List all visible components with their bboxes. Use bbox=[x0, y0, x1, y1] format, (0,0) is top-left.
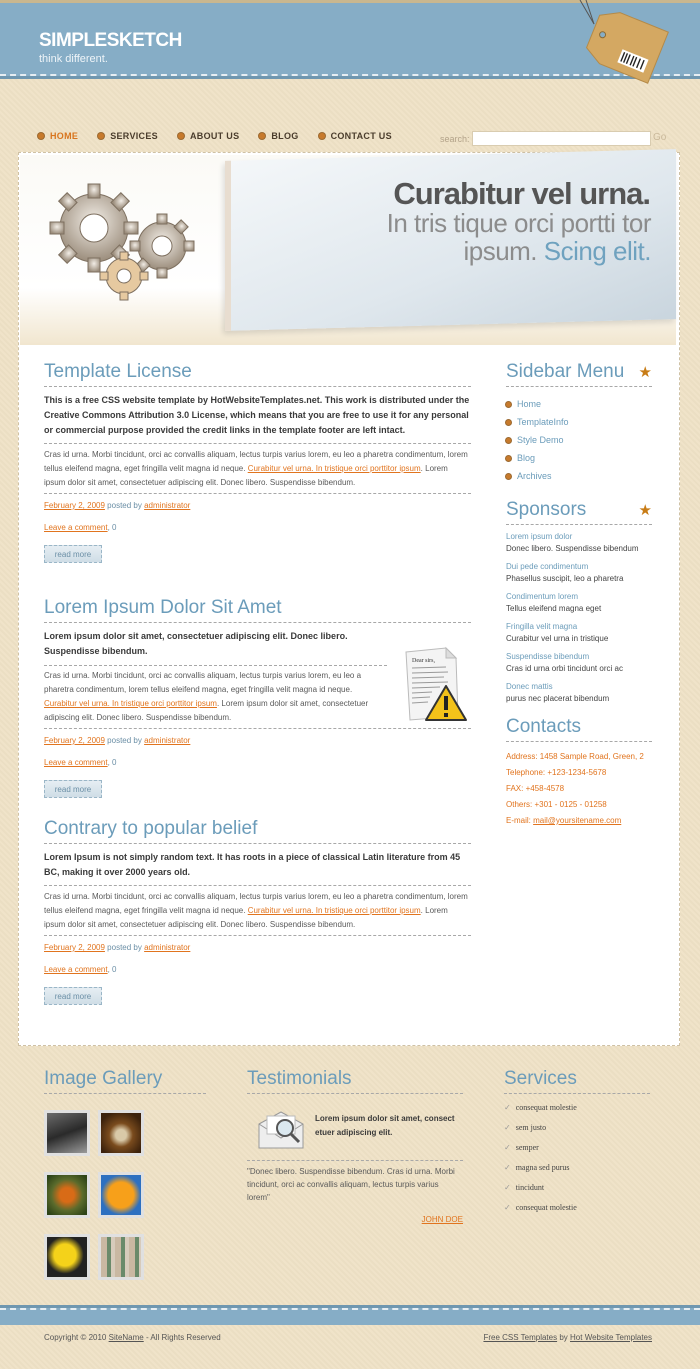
contact-fax: FAX: +458-4578 bbox=[506, 784, 565, 793]
site-name-link[interactable]: SiteName bbox=[108, 1333, 144, 1342]
post-date-link[interactable]: February 2, 2009 bbox=[44, 943, 105, 952]
nav-item-services[interactable] bbox=[98, 131, 158, 141]
sponsor-text: Donec libero. Suspendisse bibendum bbox=[506, 544, 639, 553]
author-link[interactable]: administrator bbox=[144, 943, 191, 952]
post-title[interactable]: Lorem Ipsum Dolor Sit Amet bbox=[44, 597, 471, 623]
post-lead: This is a free CSS website template by HotWebsiteTemplates.net. This work is distributed under the Creative Commons Attribution 3.0 License, which means that you are free to use it for any personal or commercial purpose provided the credit links in the template footer are left intact. bbox=[44, 393, 471, 444]
bullet-icon bbox=[506, 402, 511, 407]
post-body bbox=[44, 669, 384, 725]
author-link[interactable]: administrator bbox=[144, 501, 191, 510]
post-date-link[interactable]: February 2, 2009 bbox=[44, 501, 105, 510]
comment-count: , 0 bbox=[107, 758, 117, 767]
posted-by-text: posted by bbox=[107, 501, 142, 510]
services bbox=[504, 1068, 650, 1223]
sponsor-text: purus nec placerat bibendum bbox=[506, 694, 610, 703]
sidebar-menu bbox=[506, 395, 652, 485]
sponsor-text: Curabitur vel urna in tristique bbox=[506, 634, 609, 643]
gallery-grid bbox=[44, 1110, 206, 1280]
sponsor-item bbox=[506, 652, 652, 682]
sponsors-heading: Sponsors bbox=[506, 499, 587, 520]
testimonial-author[interactable]: JOHN DOE bbox=[421, 1215, 463, 1224]
copyright bbox=[44, 1333, 221, 1342]
contacts-block bbox=[506, 752, 652, 832]
post-body bbox=[44, 890, 471, 936]
sponsor-item bbox=[506, 592, 652, 622]
gallery-thumb-yellow-flower[interactable] bbox=[44, 1234, 90, 1280]
contact-telephone: Telephone: +123-1234-5678 bbox=[506, 768, 607, 777]
read-more-button[interactable]: read more bbox=[44, 780, 102, 798]
nav-item-about-us[interactable] bbox=[178, 131, 239, 141]
post-comments bbox=[44, 523, 471, 532]
post-text: . Lorem ipsum dolor sit amet, consectetuer adipiscing elit. Donec libero. Suspendisse bibendum. bbox=[44, 464, 448, 487]
sidebar-item-label: Archives bbox=[517, 471, 552, 481]
document-text: Dear sirs, bbox=[412, 658, 435, 664]
sidebar-item-label: Style Demo bbox=[517, 435, 564, 445]
copyright-text: - All Rights Reserved bbox=[145, 1333, 221, 1342]
post-text: . Lorem ipsum dolor sit amet, consectetuer adipiscing elit. Donec libero. Suspendisse bibendum. bbox=[44, 699, 369, 722]
nav-label: SERVICES bbox=[110, 131, 158, 141]
leave-comment-link[interactable]: Leave a comment bbox=[44, 758, 108, 767]
post-comments bbox=[44, 965, 471, 974]
bullet-icon bbox=[506, 420, 511, 425]
sponsor-link[interactable]: Donec mattis bbox=[506, 682, 553, 691]
service-item[interactable] bbox=[504, 1123, 650, 1143]
service-label: sem justo bbox=[515, 1123, 547, 1132]
gallery-thumb-butterfly[interactable] bbox=[44, 1172, 90, 1218]
sponsor-text: Tellus eleifend magna eget bbox=[506, 604, 602, 613]
post-inline-link[interactable]: Curabitur vel urna. In tristique orci porttitor ipsum bbox=[247, 906, 421, 915]
sponsor-link[interactable]: Suspendisse bibendum bbox=[506, 652, 590, 661]
document-warning-icon bbox=[402, 646, 468, 722]
leave-comment-link[interactable]: Leave a comment bbox=[44, 523, 108, 532]
post-text: Cras id urna. Morbi tincidunt, orci ac convallis aliquam, lectus turpis varius lorem, eu leo a pharetra condimentum, lorem tellus eleifend magna, eget fringilla velit magna id neque. bbox=[44, 892, 468, 915]
contacts-title: Contacts bbox=[506, 716, 652, 742]
sponsor-item bbox=[506, 622, 652, 652]
sponsor-text: Cras id urna orbi tincidunt orci ac bbox=[506, 664, 623, 673]
sidebar-menu-heading: Sidebar Menu bbox=[506, 361, 625, 382]
sidebar-item-style-demo[interactable] bbox=[506, 431, 652, 449]
service-item[interactable] bbox=[504, 1203, 650, 1223]
service-item[interactable] bbox=[504, 1163, 650, 1183]
post-lead: Lorem ipsum dolor sit amet, consectetuer adipiscing elit. Donec libero. Suspendisse bibendum. bbox=[44, 631, 348, 656]
testimonial-author-row bbox=[247, 1213, 463, 1225]
post-meta bbox=[44, 501, 471, 510]
sidebar-item-home[interactable] bbox=[506, 395, 652, 413]
service-item[interactable] bbox=[504, 1183, 650, 1203]
post-meta bbox=[44, 943, 471, 952]
credits bbox=[483, 1333, 652, 1342]
free-css-templates-link[interactable]: Free CSS Templates bbox=[483, 1333, 558, 1342]
credits-by: by bbox=[559, 1333, 568, 1342]
mail-search-icon bbox=[255, 1106, 307, 1152]
banner-headline: Curabitur vel urna. bbox=[393, 176, 650, 211]
search-label: search: bbox=[440, 134, 470, 144]
service-label: consequat molestie bbox=[515, 1203, 577, 1212]
post-text: . Lorem ipsum dolor sit amet, consectetuer adipiscing elit. Donec libero. Suspendisse bibendum. bbox=[44, 906, 448, 929]
check-icon: ✓ bbox=[504, 1143, 511, 1152]
check-icon: ✓ bbox=[504, 1203, 511, 1212]
comment-count: , 0 bbox=[107, 965, 117, 974]
gallery-thumb-drop[interactable] bbox=[98, 1110, 144, 1156]
testimonial-lead: Lorem ipsum dolor sit amet, consect etuer adipiscing elit. bbox=[315, 1114, 455, 1137]
post-text: Cras id urna. Morbi tincidunt, orci ac convallis aliquam, lectus turpis varius lorem, eu leo a pharetra condimentum, lorem tellus eleifend magna, eget fringilla velit magna id neque. bbox=[44, 671, 362, 694]
sidebar bbox=[506, 361, 652, 832]
nav-label: ABOUT US bbox=[189, 131, 240, 141]
post-comments bbox=[44, 758, 471, 767]
service-label: magna sed purus bbox=[515, 1163, 570, 1172]
testimonials bbox=[247, 1068, 463, 1225]
hot-website-templates-link[interactable]: Hot Website Templates bbox=[570, 1333, 652, 1342]
nav-label: CONTACT US bbox=[330, 131, 392, 141]
gallery-thumb-spools[interactable] bbox=[98, 1234, 144, 1280]
comment-count: , 0 bbox=[107, 523, 117, 532]
posted-by-text: posted by bbox=[107, 943, 142, 952]
nav-label: HOME bbox=[50, 131, 79, 141]
post bbox=[44, 361, 471, 563]
bullet-icon bbox=[319, 133, 325, 139]
post bbox=[44, 818, 471, 1005]
leave-comment-link[interactable]: Leave a comment bbox=[44, 965, 108, 974]
divider bbox=[247, 1160, 463, 1161]
bullet-icon bbox=[38, 133, 44, 139]
sponsors-title bbox=[506, 499, 652, 525]
check-icon: ✓ bbox=[504, 1183, 511, 1192]
post-meta bbox=[44, 736, 471, 745]
banner-text: ipsum. bbox=[463, 236, 538, 266]
gallery-thumb-cards[interactable] bbox=[44, 1110, 90, 1156]
nav-item-blog[interactable] bbox=[259, 131, 298, 141]
sponsor-text: Phasellus suscipit, leo a pharetra bbox=[506, 574, 624, 583]
post-inline-link[interactable]: Curabitur vel urna. In tristique orci porttitor ipsum bbox=[44, 699, 217, 708]
bullet-icon bbox=[506, 474, 511, 479]
sponsor-link[interactable]: Condimentum lorem bbox=[506, 592, 579, 601]
main-nav bbox=[38, 131, 412, 141]
post-body bbox=[44, 448, 471, 494]
bullet-icon bbox=[506, 456, 511, 461]
nav-item-contact-us[interactable] bbox=[319, 131, 392, 141]
bullet-icon bbox=[506, 438, 511, 443]
sidebar-item-blog[interactable] bbox=[506, 449, 652, 467]
contact-email bbox=[506, 816, 652, 832]
banner-subline: In tris tique orci portti tor bbox=[386, 208, 651, 238]
post-title[interactable]: Contrary to popular belief bbox=[44, 818, 471, 844]
sponsor-item bbox=[506, 562, 652, 592]
divider bbox=[44, 665, 387, 666]
bullet-icon bbox=[178, 133, 184, 139]
gears-icon bbox=[46, 180, 196, 305]
read-more-button[interactable]: read more bbox=[44, 545, 102, 563]
sponsors-list bbox=[506, 532, 652, 712]
service-label: semper bbox=[515, 1143, 539, 1152]
testimonial-header bbox=[247, 1106, 463, 1152]
divider bbox=[44, 728, 471, 729]
nav-item-home[interactable] bbox=[38, 131, 78, 141]
banner-highlight: Scing elit. bbox=[543, 236, 651, 266]
footer-bar bbox=[0, 1308, 700, 1325]
post-text: Cras id urna. Morbi tincidunt, orci ac convallis aliquam, lectus turpis varius lorem, eu leo a pharetra condimentum, lorem tellus eleifend magna, eget fringilla velit magna id neque. bbox=[44, 450, 468, 473]
post-date-link[interactable]: February 2, 2009 bbox=[44, 736, 105, 745]
sponsor-link[interactable]: Fringilla velit magna bbox=[506, 622, 578, 631]
services-list bbox=[504, 1103, 650, 1223]
bullet-icon bbox=[259, 133, 265, 139]
site-tagline: think different. bbox=[39, 53, 108, 65]
gallery-title: Image Gallery bbox=[44, 1068, 206, 1094]
sidebar-item-label: Home bbox=[517, 399, 542, 409]
contact-address: Address: 1458 Sample Road, Green, 2 bbox=[506, 752, 644, 761]
copyright-text: Copyright © 2010 bbox=[44, 1333, 107, 1342]
post-inline-link[interactable]: Curabitur vel urna. In tristique orci porttitor ipsum bbox=[247, 464, 421, 473]
service-item[interactable] bbox=[504, 1103, 650, 1123]
check-icon: ✓ bbox=[504, 1123, 511, 1132]
services-title: Services bbox=[504, 1068, 650, 1094]
sidebar-menu-title bbox=[506, 361, 652, 387]
author-link[interactable]: administrator bbox=[144, 736, 191, 745]
sidebar-item-label: TemplateInfo bbox=[517, 417, 569, 427]
service-item[interactable] bbox=[504, 1143, 650, 1163]
site-title[interactable]: SIMPLESKETCH bbox=[39, 30, 182, 51]
posted-by-text: posted by bbox=[107, 736, 142, 745]
email-label: E-mail: bbox=[506, 816, 531, 825]
star-icon: ★ bbox=[638, 364, 652, 381]
sidebar-item-templateinfo[interactable] bbox=[506, 413, 652, 431]
email-link[interactable]: mail@yoursitename.com bbox=[533, 816, 622, 825]
price-tag-icon bbox=[560, 0, 670, 85]
sponsor-link[interactable]: Dui pede condimentum bbox=[506, 562, 589, 571]
post-lead: Lorem Ipsum is not simply random text. It has roots in a piece of classical Latin literature from 45 BC, making it over 2000 years old. bbox=[44, 850, 471, 886]
bullet-icon bbox=[98, 133, 104, 139]
check-icon: ✓ bbox=[504, 1163, 511, 1172]
image-gallery bbox=[44, 1068, 206, 1280]
sidebar-item-label: Blog bbox=[517, 453, 536, 463]
contact-others: Others: +301 - 0125 - 01258 bbox=[506, 800, 607, 809]
search-go-button[interactable]: Go bbox=[653, 132, 667, 143]
check-icon: ✓ bbox=[504, 1103, 511, 1112]
gallery-thumb-flower[interactable] bbox=[98, 1172, 144, 1218]
service-label: consequat molestie bbox=[515, 1103, 577, 1112]
sponsor-item bbox=[506, 532, 652, 562]
service-label: tincidunt bbox=[515, 1183, 545, 1192]
sponsor-link[interactable]: Lorem ipsum dolor bbox=[506, 532, 573, 541]
search-input[interactable] bbox=[472, 131, 651, 146]
banner-subline-2 bbox=[463, 236, 651, 267]
sponsor-item bbox=[506, 682, 652, 712]
testimonials-title: Testimonials bbox=[247, 1068, 463, 1094]
read-more-button[interactable]: read more bbox=[44, 987, 102, 1005]
star-icon: ★ bbox=[638, 502, 652, 519]
testimonial-quote: "Donec libero. Suspendisse bibendum. Cras id urna. Morbi tincidunt, orci ac convallis aliquam, lectus turpis varius lorem" bbox=[247, 1167, 455, 1202]
nav-label: BLOG bbox=[271, 131, 299, 141]
sidebar-item-archives[interactable] bbox=[506, 467, 652, 485]
post-title[interactable]: Template License bbox=[44, 361, 471, 387]
